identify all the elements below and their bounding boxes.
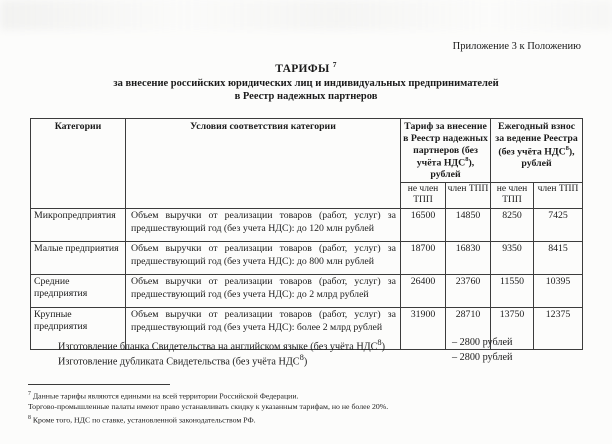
document-subtitle	[0, 77, 612, 104]
annual-fee-member-cell: 10395	[534, 275, 583, 308]
annual-fee-non-member-cell: 13750	[491, 308, 534, 350]
subheader-entry-non-member: не член ТПП	[401, 183, 446, 209]
appendix-annotation: Приложение 3 к Положению	[452, 41, 581, 52]
footnote-text: Данные тарифы являются едиными на всей территории Российской Федерации.	[32, 391, 299, 401]
entry-fee-member-cell: 23760	[446, 275, 491, 308]
annual-fee-header-tail: ), рублей	[521, 145, 575, 169]
entry-fee-non-member-cell: 18700	[401, 242, 446, 275]
condition-cell: Объем выручки от реализации товаров (работ, услуг) за предшествующий год (без учета НДС): до 120 млн рублей	[126, 209, 401, 242]
annual-fee-non-member-cell: 11550	[491, 275, 534, 308]
annual-fee-member-cell: 12375	[534, 308, 583, 350]
footnote-continuation	[28, 402, 590, 413]
category-cell: Малые предприятия	[31, 242, 126, 275]
footnote-text: Торгово-промышленные палаты имеют право устанавливать скидку к указанным тарифам, но не более 20%.	[28, 402, 389, 412]
footnote-text: Кроме того, НДС по ставке, установленной законодательством РФ.	[32, 415, 256, 425]
subheader-annual-member: член ТПП	[534, 183, 583, 209]
scan-artifact	[0, 0, 612, 30]
service-price: – 2800 рублей	[452, 351, 513, 363]
entry-fee-member-cell: 16830	[446, 242, 491, 275]
subheader-annual-non-member: не член ТПП	[491, 183, 534, 209]
footnote-7	[28, 389, 590, 402]
entry-fee-non-member-cell: 16500	[401, 209, 446, 242]
category-cell: Средние предприятия	[31, 275, 126, 308]
subheader-entry-member: член ТПП	[446, 183, 491, 209]
condition-cell: Объем выручки от реализации товаров (работ, услуг) за предшествующий год (без учета НДС): до 2 млрд рублей	[126, 275, 401, 308]
column-header-category: Категории	[31, 119, 126, 209]
service-footnote-ref: 8	[377, 337, 382, 347]
footnote-8	[28, 413, 590, 426]
service-label-tail: )	[303, 355, 308, 367]
annual-fee-footnote-ref: 8	[565, 144, 569, 152]
condition-cell: Объем выручки от реализации товаров (работ, услуг) за предшествующий год (без учета НДС): до 800 млн рублей	[126, 242, 401, 275]
subtitle-line-2: в Реестр надежных партнеров	[234, 91, 378, 103]
footnote-separator	[28, 384, 170, 385]
category-cell: Микропредприятия	[31, 209, 126, 242]
table-row-small	[31, 242, 583, 275]
service-footnote-ref: 8	[299, 351, 304, 362]
annual-fee-header-text: Ежегодный взнос за ведение Реестра (без учёта НДС	[495, 121, 578, 157]
table-row-medium	[31, 275, 583, 308]
condition-cell: Объем выручки от реализации товаров (работ, услуг) за предшествующий год (без учета НДС): более 2 млрд рублей	[126, 308, 401, 350]
subtitle-line-1: за внесение российских юридических лиц и индивидуальных предпринимателей	[113, 77, 499, 89]
column-header-conditions: Условия соответствия категории	[126, 119, 401, 209]
title-footnote-ref: 7	[332, 60, 337, 69]
page-title-text: ТАРИФЫ	[275, 62, 330, 75]
document-title-block	[0, 60, 612, 104]
footnote-ref: 7	[28, 391, 31, 397]
annual-fee-non-member-cell: 8250	[491, 209, 534, 242]
entry-fee-header-tail: ), рублей	[430, 157, 475, 181]
entry-fee-non-member-cell: 31900	[401, 308, 446, 350]
additional-services	[58, 337, 588, 366]
page-title	[0, 60, 612, 75]
table-row-micro	[31, 209, 583, 242]
footnotes-block	[28, 389, 590, 426]
service-label: Изготовление бланка Свидетельства на английском языке (без учёта НДС	[58, 341, 378, 353]
entry-fee-member-cell: 28710	[446, 308, 491, 350]
entry-fee-non-member-cell: 26400	[401, 275, 446, 308]
footnote-ref: 8	[28, 414, 31, 421]
annual-fee-non-member-cell: 9350	[491, 242, 534, 275]
service-price: – 2800 рублей	[452, 337, 513, 348]
service-line-english-certificate	[58, 337, 588, 352]
annual-fee-member-cell: 7425	[534, 209, 583, 242]
tariffs-table	[30, 118, 583, 353]
service-label-tail: )	[381, 341, 386, 353]
entry-fee-member-cell: 14850	[446, 209, 491, 242]
service-label: Изготовление дубликата Свидетельства (без учёта НДС	[58, 355, 300, 367]
column-header-annual-fee	[491, 119, 583, 183]
entry-fee-footnote-ref: 8	[465, 156, 469, 164]
column-header-entry-fee	[401, 119, 491, 183]
entry-fee-header-text: Тариф за внесение в Реестр надежных партнеров (без учёта НДС	[403, 121, 488, 169]
category-cell: Крупные предприятия	[31, 308, 126, 350]
annual-fee-member-cell: 8415	[534, 242, 583, 275]
service-line-duplicate-certificate	[58, 352, 588, 367]
